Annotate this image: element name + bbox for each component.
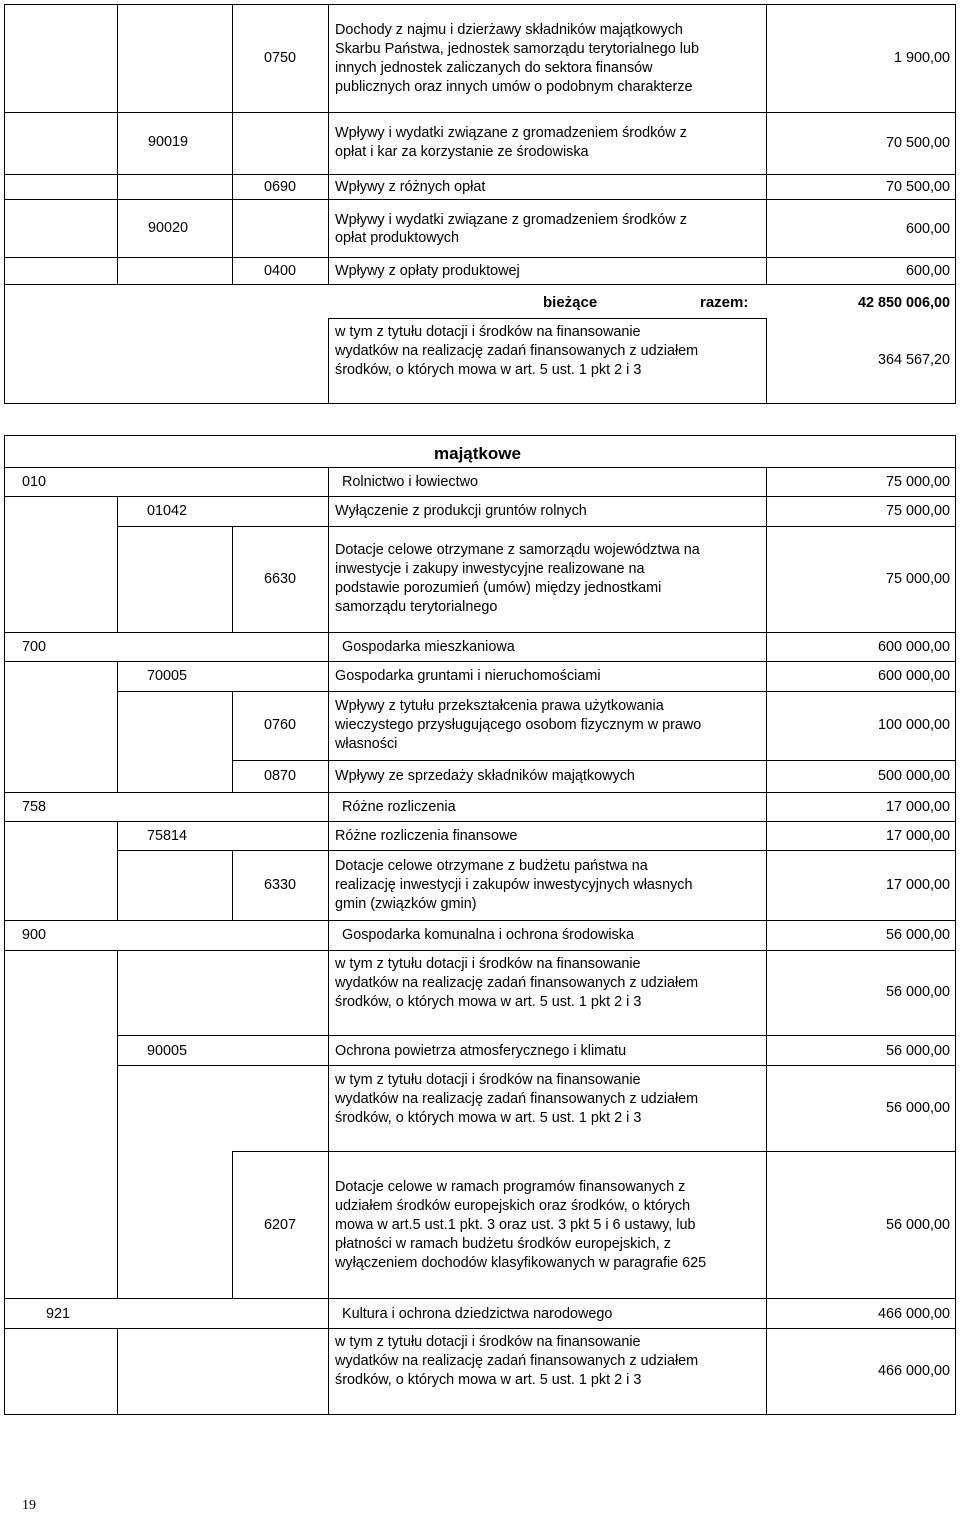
subsidy-amount: 56 000,00 xyxy=(885,984,950,1000)
rule xyxy=(955,435,956,1415)
rule xyxy=(4,4,5,404)
subsidy-amount: 466 000,00 xyxy=(877,1363,950,1379)
row-desc: podstawie porozumień (umów) między jednostkami xyxy=(335,580,662,596)
subsidy-desc: środków, o których mowa w art. 5 ust. 1 pkt 2 i 3 xyxy=(335,994,642,1010)
rule xyxy=(4,403,956,404)
row-amount: 1 900,00 xyxy=(893,50,950,66)
row-code: 0870 xyxy=(263,768,296,784)
row-desc: Różne rozliczenia finansowe xyxy=(335,828,518,844)
row-code: 01042 xyxy=(147,503,188,519)
row-amount: 600 000,00 xyxy=(877,668,950,684)
subsidy-desc: w tym z tytułu dotacji i środków na finansowanie xyxy=(335,324,641,340)
rule xyxy=(117,1035,956,1036)
row-desc: opłat produktowych xyxy=(335,230,459,246)
rule xyxy=(328,318,766,319)
row-code: 90005 xyxy=(147,1043,188,1059)
rule xyxy=(4,821,956,822)
row-desc: wyłączeniem dochodów klasyfikowanych w paragrafie 625 xyxy=(335,1255,707,1271)
rule xyxy=(4,1414,956,1415)
rule xyxy=(4,199,956,200)
row-code: 6330 xyxy=(263,877,296,893)
rule xyxy=(117,950,118,1299)
row-desc: Dotacje celowe otrzymane z budżetu państwa na xyxy=(335,858,648,874)
row-desc: płatności w ramach budżetu środków europejskich, z xyxy=(335,1236,671,1252)
rule xyxy=(4,174,956,175)
subsidy-desc: wydatków na realizację zadań finansowanych z udziałem xyxy=(335,343,699,359)
rule xyxy=(4,435,5,1415)
row-desc: Ochrona powietrza atmosferycznego i klimatu xyxy=(335,1043,627,1059)
rule xyxy=(4,435,956,436)
rule xyxy=(4,661,956,662)
row-code: 700 xyxy=(22,639,47,655)
rule xyxy=(232,691,233,793)
row-amount: 500 000,00 xyxy=(877,768,950,784)
total-label-current: bieżące xyxy=(543,294,598,311)
rule xyxy=(4,792,956,793)
row-desc: Dotacje celowe w ramach programów finansowanych z xyxy=(335,1179,686,1195)
subsidy-desc: środków, o których mowa w art. 5 ust. 1 pkt 2 i 3 xyxy=(335,362,642,378)
row-code: 0750 xyxy=(263,50,296,66)
row-desc: realizację inwestycji i zakupów inwestycyjnych własnych xyxy=(335,877,693,893)
rule xyxy=(232,760,956,761)
row-desc: Gospodarka mieszkaniowa xyxy=(342,639,515,655)
row-code: 010 xyxy=(22,474,47,490)
row-code: 70005 xyxy=(147,668,188,684)
row-amount: 466 000,00 xyxy=(877,1306,950,1322)
row-amount: 56 000,00 xyxy=(885,927,950,943)
rule xyxy=(232,4,233,285)
rule xyxy=(117,1328,118,1415)
rule xyxy=(117,4,118,285)
row-code: 758 xyxy=(22,799,47,815)
row-desc: Rolnictwo i łowiectwo xyxy=(342,474,478,490)
row-amount: 600,00 xyxy=(905,221,950,237)
rule xyxy=(4,950,956,951)
subsidy-desc: w tym z tytułu dotacji i środków na finansowanie xyxy=(335,1072,641,1088)
rule xyxy=(4,1328,956,1329)
rule xyxy=(232,1151,233,1299)
row-code: 0400 xyxy=(263,263,296,279)
rule xyxy=(117,850,956,851)
row-amount: 600,00 xyxy=(905,263,950,279)
row-desc: Dotacje celowe otrzymane z samorządu województwa na xyxy=(335,542,700,558)
row-desc: samorządu terytorialnego xyxy=(335,599,498,615)
subsidy-desc: w tym z tytułu dotacji i środków na finansowanie xyxy=(335,1334,641,1350)
row-amount: 75 000,00 xyxy=(885,571,950,587)
subsidy-desc: środków, o których mowa w art. 5 ust. 1 pkt 2 i 3 xyxy=(335,1110,642,1126)
row-amount: 56 000,00 xyxy=(885,1043,950,1059)
row-amount: 100 000,00 xyxy=(877,717,950,733)
subsidy-desc: w tym z tytułu dotacji i środków na finansowanie xyxy=(335,956,641,972)
row-amount: 70 500,00 xyxy=(885,179,950,195)
row-desc: Gospodarka komunalna i ochrona środowiska xyxy=(342,927,634,943)
rule xyxy=(4,284,956,285)
total-amount: 42 850 006,00 xyxy=(857,295,950,311)
subsidy-desc: wydatków na realizację zadań finansowanych z udziałem xyxy=(335,1353,699,1369)
rule xyxy=(4,496,956,497)
rule xyxy=(232,1151,956,1152)
subsidy-amount: 56 000,00 xyxy=(885,1100,950,1116)
rule xyxy=(232,526,233,633)
rule xyxy=(328,4,329,285)
rule xyxy=(4,112,956,113)
row-desc: Wpływy i wydatki związane z gromadzeniem środków z xyxy=(335,125,687,141)
subsidy-desc: wydatków na realizację zadań finansowanych z udziałem xyxy=(335,975,699,991)
rule xyxy=(955,4,956,404)
subsidy-desc: środków, o których mowa w art. 5 ust. 1 pkt 2 i 3 xyxy=(335,1372,642,1388)
row-code: 0760 xyxy=(263,717,296,733)
rule xyxy=(117,526,956,527)
row-code: 0690 xyxy=(263,179,296,195)
row-code: 900 xyxy=(22,927,47,943)
row-desc: własności xyxy=(335,736,398,752)
row-code: 90020 xyxy=(148,220,189,236)
subsidy-amount: 364 567,20 xyxy=(877,352,950,368)
row-amount: 75 000,00 xyxy=(885,474,950,490)
row-amount: 56 000,00 xyxy=(885,1217,950,1233)
rule xyxy=(232,850,233,921)
row-code: 75814 xyxy=(147,828,188,844)
row-amount: 70 500,00 xyxy=(885,135,950,151)
row-desc: gmin (związków gmin) xyxy=(335,896,477,912)
row-code: 90019 xyxy=(148,134,189,150)
row-desc: Skarbu Państwa, jednostek samorządu terytorialnego lub xyxy=(335,41,699,57)
row-desc: Kultura i ochrona dziedzictwa narodowego xyxy=(342,1306,613,1322)
page-number: 19 xyxy=(22,1498,36,1513)
rule xyxy=(4,467,956,468)
row-desc: Dochody z najmu i dzierżawy składników majątkowych xyxy=(335,22,683,38)
row-amount: 17 000,00 xyxy=(885,877,950,893)
row-amount: 600 000,00 xyxy=(877,639,950,655)
row-desc: innych jednostek zaliczanych do sektora finansów xyxy=(335,60,653,76)
row-desc: wieczystego przysługującego osobom fizycznym w prawo xyxy=(335,717,702,733)
rule xyxy=(117,1065,956,1066)
row-desc: Wpływy z różnych opłat xyxy=(335,179,486,195)
rule xyxy=(766,318,767,404)
row-amount: 17 000,00 xyxy=(885,828,950,844)
rule xyxy=(4,920,956,921)
rule xyxy=(766,4,767,285)
subsidy-desc: wydatków na realizację zadań finansowanych z udziałem xyxy=(335,1091,699,1107)
row-desc: Różne rozliczenia xyxy=(342,799,456,815)
row-desc: opłat i kar za korzystanie ze środowiska xyxy=(335,144,589,160)
rule xyxy=(117,496,118,633)
row-desc: inwestycje i zakupy inwestycyjne realizowane na xyxy=(335,561,645,577)
row-desc: Wpływy i wydatki związane z gromadzeniem środków z xyxy=(335,212,687,228)
row-desc: mowa w art.5 ust.1 pkt. 3 oraz ust. 3 pkt 5 i 6 ustawy, lub xyxy=(335,1217,696,1233)
row-code: 6207 xyxy=(263,1217,296,1233)
row-desc: udziałem środków europejskich oraz środków, o których xyxy=(335,1198,691,1214)
row-desc: Wyłączenie z produkcji gruntów rolnych xyxy=(335,503,587,519)
row-desc: Gospodarka gruntami i nieruchomościami xyxy=(335,668,601,684)
row-desc: Wpływy ze sprzedaży składników majątkowych xyxy=(335,768,635,784)
rule xyxy=(328,467,329,1415)
rule xyxy=(117,661,118,793)
rule xyxy=(328,318,329,404)
row-desc: publicznych oraz innych umów o podobnym charakterze xyxy=(335,79,693,95)
row-code: 6630 xyxy=(263,571,296,587)
row-desc: Wpływy z opłaty produktowej xyxy=(335,263,520,279)
row-amount: 17 000,00 xyxy=(885,799,950,815)
row-code: 921 xyxy=(46,1306,71,1322)
rule xyxy=(4,4,956,5)
rule xyxy=(766,467,767,1415)
rule xyxy=(4,632,956,633)
rule xyxy=(4,257,956,258)
rule xyxy=(117,691,956,692)
section-header: majątkowe xyxy=(434,444,521,463)
rule xyxy=(117,821,118,921)
row-desc: Wpływy z tytułu przekształcenia prawa użytkowania xyxy=(335,698,664,714)
total-label-sum: razem: xyxy=(700,294,749,311)
row-amount: 75 000,00 xyxy=(885,503,950,519)
rule xyxy=(4,1298,956,1299)
